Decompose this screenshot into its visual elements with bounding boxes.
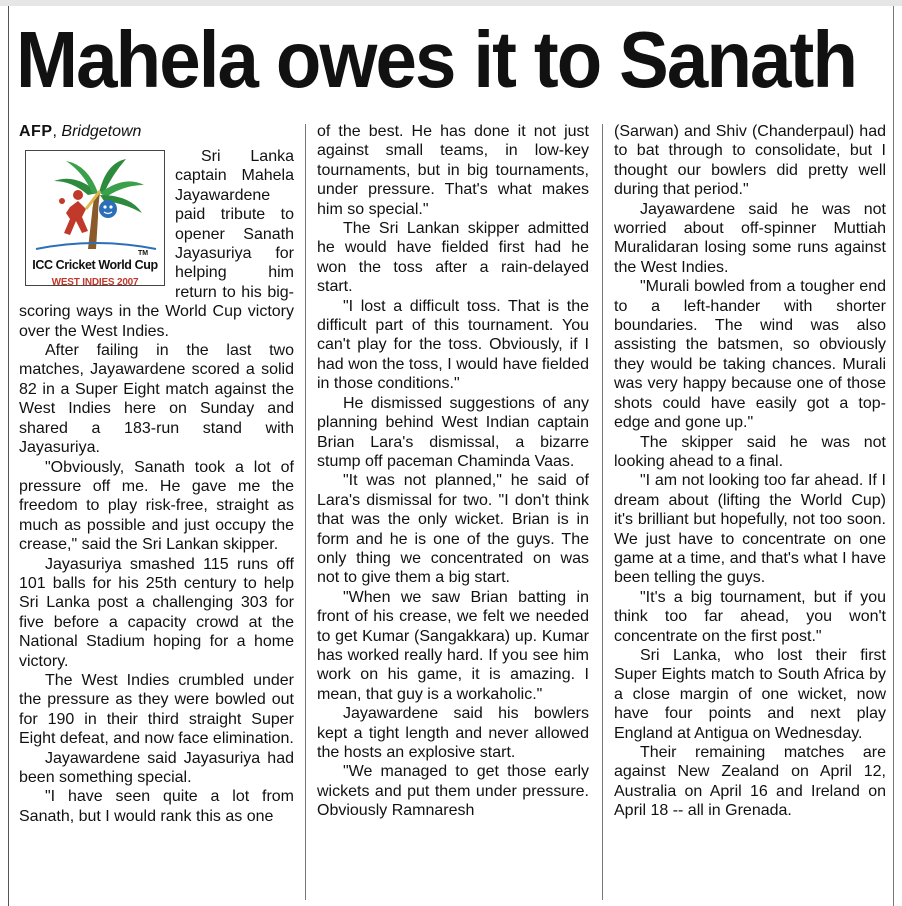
paragraph: After failing in the last two matches, Jayawardene scored a solid 82 in a Super Eight match against the West Indies here on Sunday and shared a 183-run stand with Jayasuriya. <box>19 342 294 457</box>
article-column-1 <box>19 122 294 902</box>
paragraph: "Obviously, Sanath took a lot of pressure off me. He gave me the freedom to play risk-free, straight as much as possible and just occupy the crease," said the Sri Lankan skipper. <box>19 458 294 554</box>
paragraph: Their remaining matches are against New Zealand on April 12, Australia on April 16 and Ireland on April 18 -- all in Grenada. <box>614 744 886 820</box>
paragraph: Jayawardene said he was not worried about off-spinner Muttiah Muralidaran losing some runs against the West Indies. <box>614 200 886 276</box>
byline-separator: , <box>52 123 62 140</box>
left-column-rule <box>8 6 9 906</box>
logo-artwork <box>26 151 164 255</box>
byline-agency: AFP <box>19 123 53 140</box>
paragraph: "We managed to get those early wickets and put them under pressure. Obviously Ramnaresh <box>317 763 589 820</box>
byline-place: Bridgetown <box>61 123 142 140</box>
paragraph: He dismissed suggestions of any planning behind West Indian captain Brian Lara's dismissal, a bizarre stump off paceman Chaminda Vaas. <box>317 394 589 470</box>
paragraph: Jayawardene said Jayasuriya had been something special. <box>19 749 294 786</box>
logo-title: ICC Cricket World Cup <box>32 258 158 272</box>
paragraph: The skipper said he was not looking ahead to a final. <box>614 433 886 470</box>
paragraph: "I lost a difficult toss. That is the difficult part of this tournament. You can't play for the toss. Obviously, if I had won the toss, I would have fielded in those conditions." <box>317 297 589 393</box>
paragraph: Jayasuriya smashed 115 runs off 101 balls for his 25th century to help Sri Lanka post a challenging 303 for five before a capacity crowd at the National Stadium hoping for a home victory. <box>19 555 294 670</box>
byline <box>19 122 294 141</box>
paragraph-continued: (Sarwan) and Shiv (Chanderpaul) had to bat through to consolidate, but I thought our bowlers did pretty well during that period." <box>614 123 886 199</box>
paragraph: The West Indies crumbled under the pressure as they were bowled out for 190 in their third straight Super Eight defeat, and now face elimination. <box>19 671 294 748</box>
paragraph: "Murali bowled from a tougher end to a left-hander with shorter boundaries. The wind was also assisting the batsmen, so obviously they would be taking chances. Murali was very happy because one of those shots could have easily got a top-edge and gone up." <box>614 278 886 432</box>
logo-subtitle: WEST INDIES 2007 <box>51 277 139 288</box>
article-column-2 <box>317 122 589 902</box>
column-divider-1 <box>305 124 306 900</box>
cricket-world-cup-logo <box>25 150 165 286</box>
right-column-rule <box>893 6 894 906</box>
headline: Mahela owes it to Sanath <box>16 15 857 104</box>
paragraph: "When we saw Brian batting in front of his crease, we felt we needed to get Kumar (Sangakkara) up. Kumar has worked really hard. If you see him work on his game, it is amazing. I mean, that guy is a workaholic." <box>317 588 589 703</box>
paragraph-continued: of the best. He has done it not just against small teams, in low-key tournaments, but in big tournaments, under pressure. That's what makes him so special." <box>317 123 589 218</box>
paragraph: "It's a big tournament, but if you think too far ahead, you won't concentrate on the first post." <box>614 588 886 645</box>
paragraph: "I have seen quite a lot from Sanath, but I would rank this as one <box>19 788 294 825</box>
logo-trademark: TM <box>138 250 149 257</box>
paragraph: Sri Lanka captain Mahela Jayawardene paid tribute to opener Sanath Jayasuriya for helping him return to his big-scoring ways in the World Cup victory over the West Indies. <box>19 148 294 340</box>
article-column-3 <box>614 122 886 902</box>
paragraph: "It was not planned," he said of Lara's dismissal for two. "I don't think that was the only wicket. Brian is in form and he is one of the guys. The only thing we concentrated on was not to give them a big start. <box>317 472 589 587</box>
paragraph: Sri Lanka, who lost their first Super Eights match to South Africa by a close margin of one wicket, now have four points and next play England at Antigua on Wednesday. <box>614 646 886 742</box>
column-divider-2 <box>602 124 603 900</box>
paragraph: The Sri Lankan skipper admitted he would have fielded first had he won the toss after a rain-delayed start. <box>317 220 589 296</box>
paragraph: Jayawardene said his bowlers kept a tight length and never allowed the hosts an explosive start. <box>317 705 589 761</box>
paragraph: "I am not looking too far ahead. If I dream about (lifting the World Cup) it's brilliant but hopefully, not too soon. We just have to concentrate on one game at a time, and that's what I have been telling the guys. <box>614 472 886 587</box>
